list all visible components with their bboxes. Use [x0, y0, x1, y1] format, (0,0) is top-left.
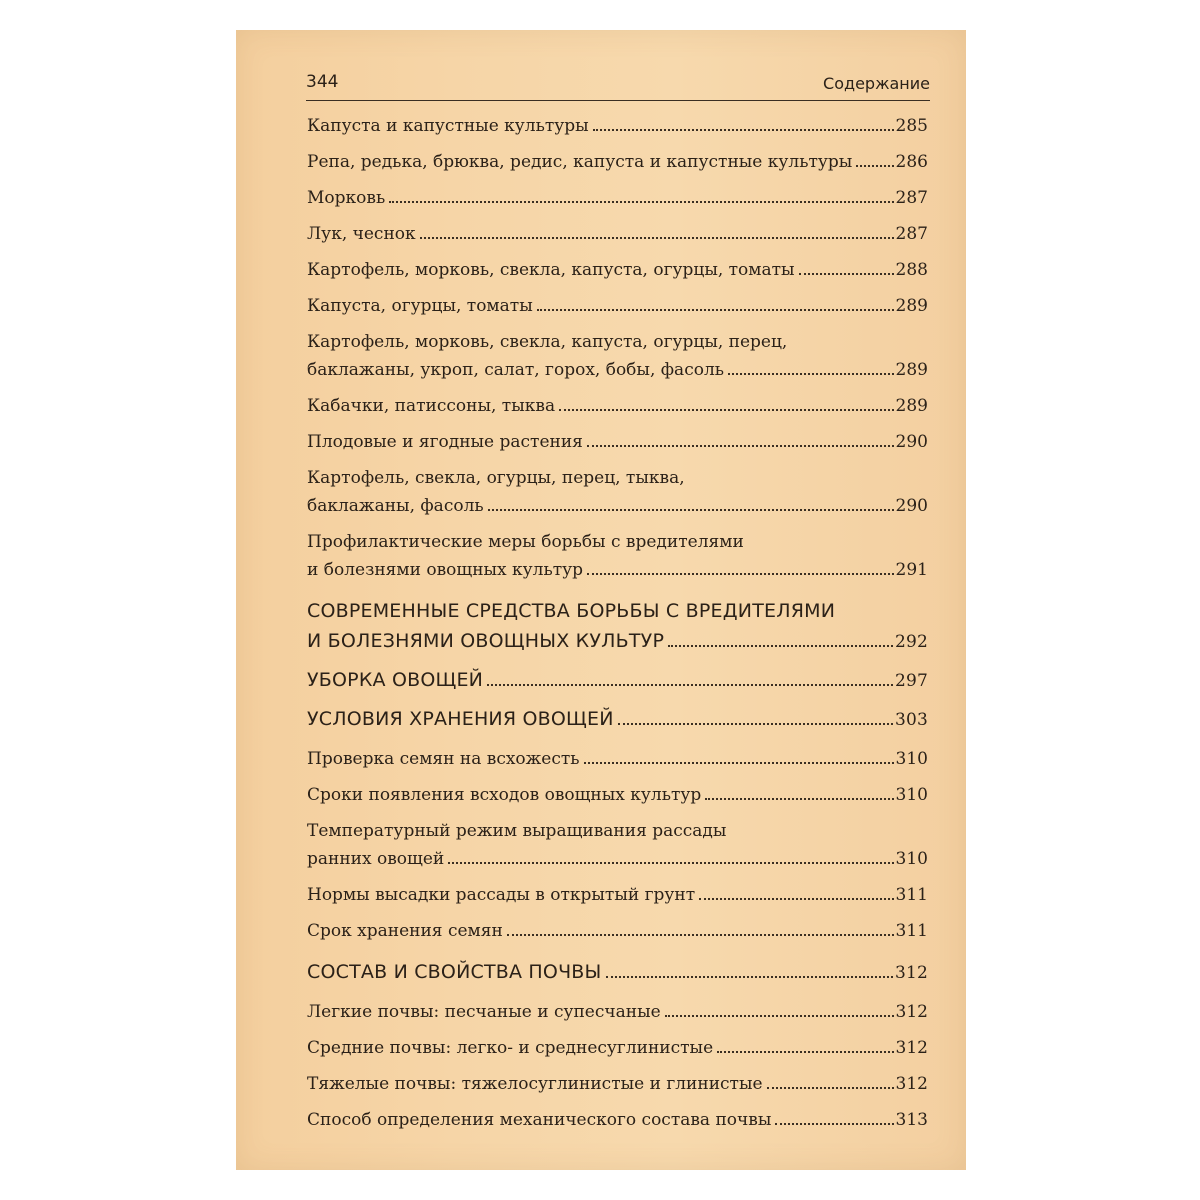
toc-entry: [307, 917, 928, 945]
toc-entry-page-number: 297: [894, 671, 928, 691]
toc-entry-last-line: [307, 957, 928, 988]
dot-leader: [705, 798, 893, 800]
toc-entry-title-line: Морковь: [307, 188, 386, 208]
toc-entry-title-line: и болезнями овощных культур: [307, 560, 584, 580]
toc-entry-page-number: 288: [895, 260, 928, 280]
toc-entry-title-line: Кабачки, патиссоны, тыква: [307, 396, 556, 416]
toc-entry-title-line: Лук, чеснок: [307, 224, 416, 244]
toc-entry-last-line: [307, 845, 928, 873]
dot-leader: [593, 129, 894, 131]
dot-leader: [775, 1123, 893, 1125]
toc-entry-last-line: [307, 917, 928, 945]
dot-leader: [587, 573, 894, 575]
toc-entry-title-line: СОСТАВ И СВОЙСТВА ПОЧВЫ: [307, 961, 602, 983]
toc-entry: [307, 1106, 928, 1134]
toc-entry-last-line: [307, 356, 928, 384]
toc-entry: [307, 464, 928, 520]
toc-entry-page-number: 287: [895, 188, 928, 208]
toc-entry-title-line: баклажаны, фасоль: [307, 496, 484, 516]
toc-section-entry: [307, 665, 928, 696]
toc-entry-page-number: 290: [895, 496, 928, 516]
toc-entry: [307, 112, 928, 140]
toc-entry-title-line: Профилактические меры борьбы с вредителями: [307, 532, 744, 552]
toc-entry: [307, 256, 928, 284]
toc-section-entry: [307, 704, 928, 735]
toc-entry-last-line: [307, 392, 928, 420]
dot-leader: [799, 273, 894, 275]
toc-entry: [307, 528, 928, 584]
toc-entry-last-line: [307, 704, 928, 735]
toc-entry-title-line: Тяжелые почвы: тяжелосуглинистые и глинистые: [307, 1074, 763, 1094]
toc-entry: [307, 817, 928, 873]
toc-entry-page-number: 285: [895, 116, 928, 136]
dot-leader: [699, 898, 893, 900]
toc-entry-page-number: 286: [895, 152, 928, 172]
toc-entry-page-number: 312: [895, 1002, 928, 1022]
dot-leader: [559, 409, 893, 411]
toc-entry-page-number: 291: [895, 560, 928, 580]
toc-entry-title-line: СОВРЕМЕННЫЕ СРЕДСТВА БОРЬБЫ С ВРЕДИТЕЛЯМИ: [307, 600, 836, 622]
toc-entry-page-number: 287: [895, 224, 928, 244]
dot-leader: [584, 762, 894, 764]
toc-entry-title-line: Температурный режим выращивания рассады: [307, 821, 727, 841]
table-of-contents: [307, 112, 928, 1142]
toc-entry-page-number: 303: [894, 710, 928, 730]
toc-entry-last-line: [307, 745, 928, 773]
toc-entry-last-line: [307, 626, 928, 657]
toc-entry-title-line: УСЛОВИЯ ХРАНЕНИЯ ОВОЩЕЙ: [307, 708, 614, 730]
dot-leader: [420, 237, 894, 239]
toc-entry-page-number: 289: [895, 296, 928, 316]
dot-leader: [665, 1015, 894, 1017]
toc-entry: [307, 292, 928, 320]
dot-leader: [767, 1087, 894, 1089]
toc-entry-last-line: [307, 428, 928, 456]
toc-entry: [307, 428, 928, 456]
dot-leader: [488, 509, 894, 511]
dot-leader: [856, 165, 893, 167]
page-header: [306, 70, 930, 101]
toc-entry-last-line: [307, 665, 928, 696]
toc-entry-page-number: 311: [895, 885, 928, 905]
toc-entry-title-line: И БОЛЕЗНЯМИ ОВОЩНЫХ КУЛЬТУР: [307, 630, 665, 652]
toc-entry: [307, 220, 928, 248]
toc-entry-page-number: 292: [894, 632, 928, 652]
toc-entry-title-line: Способ определения механического состава почвы: [307, 1110, 772, 1130]
toc-entry: [307, 745, 928, 773]
toc-entry-page-number: 310: [895, 749, 928, 769]
dot-leader: [507, 934, 894, 936]
toc-entry-last-line: [307, 256, 928, 284]
toc-section-entry: [307, 957, 928, 988]
toc-entry-title-line: Репа, редька, брюква, редис, капуста и капустные культуры: [307, 152, 853, 172]
toc-entry-last-line: [307, 492, 928, 520]
toc-entry: [307, 881, 928, 909]
dot-leader: [668, 645, 893, 647]
toc-entry-page-number: 289: [895, 396, 928, 416]
dot-leader: [728, 373, 894, 375]
toc-entry-title-line: Нормы высадки рассады в открытый грунт: [307, 885, 696, 905]
toc-entry-last-line: [307, 556, 928, 584]
toc-entry-title-line: Плодовые и ягодные растения: [307, 432, 583, 452]
toc-entry: [307, 781, 928, 809]
toc-entry-last-line: [307, 998, 928, 1026]
toc-entry: [307, 1070, 928, 1098]
toc-entry-title-line: ранних овощей: [307, 849, 445, 869]
toc-entry: [307, 328, 928, 384]
toc-entry-page-number: 289: [895, 360, 928, 380]
toc-section-entry: [307, 596, 928, 657]
dot-leader: [618, 723, 893, 725]
dot-leader: [448, 862, 893, 864]
toc-entry-title-line: Легкие почвы: песчаные и супесчаные: [307, 1002, 661, 1022]
dot-leader: [487, 684, 893, 686]
toc-entry-last-line: [307, 220, 928, 248]
toc-entry-last-line: [307, 292, 928, 320]
dot-leader: [587, 445, 894, 447]
toc-entry-page-number: 312: [895, 1074, 928, 1094]
toc-entry: [307, 184, 928, 212]
toc-entry-page-number: 313: [895, 1110, 928, 1130]
toc-entry-page-number: 311: [895, 921, 928, 941]
toc-entry-title-line: Проверка семян на всхожесть: [307, 749, 580, 769]
toc-entry-title-line: Картофель, морковь, свекла, капуста, огурцы, томаты: [307, 260, 795, 280]
toc-entry-last-line: [307, 148, 928, 176]
toc-entry-last-line: [307, 184, 928, 212]
toc-entry-page-number: 290: [895, 432, 928, 452]
toc-entry-title-line: Срок хранения семян: [307, 921, 503, 941]
toc-entry-page-number: 312: [895, 1038, 928, 1058]
toc-entry-title-line: Капуста и капустные культуры: [307, 116, 589, 136]
running-title: Содержание: [823, 74, 930, 93]
toc-entry-title-line: баклажаны, укроп, салат, горох, бобы, фасоль: [307, 360, 725, 380]
toc-entry-title-line: Картофель, морковь, свекла, капуста, огурцы, перец,: [307, 332, 788, 352]
toc-entry-page-number: 310: [895, 785, 928, 805]
toc-entry: [307, 148, 928, 176]
toc-entry-last-line: [307, 112, 928, 140]
toc-entry: [307, 1034, 928, 1062]
dot-leader: [389, 201, 893, 203]
toc-entry-last-line: [307, 881, 928, 909]
page-number: 344: [306, 72, 339, 92]
dot-leader: [606, 976, 893, 978]
book-page: [236, 30, 966, 1170]
toc-entry-last-line: [307, 1070, 928, 1098]
toc-entry: [307, 998, 928, 1026]
toc-entry-page-number: 310: [895, 849, 928, 869]
toc-entry-title-line: Капуста, огурцы, томаты: [307, 296, 533, 316]
toc-entry-title-line: Картофель, свекла, огурцы, перец, тыква,: [307, 468, 685, 488]
toc-entry-title-line: Средние почвы: легко- и среднесуглинистые: [307, 1038, 714, 1058]
toc-entry-title-line: УБОРКА ОВОЩЕЙ: [307, 669, 484, 691]
toc-entry: [307, 392, 928, 420]
toc-entry-last-line: [307, 1034, 928, 1062]
toc-entry-title-line: Сроки появления всходов овощных культур: [307, 785, 702, 805]
dot-leader: [717, 1051, 893, 1053]
dot-leader: [537, 309, 894, 311]
toc-entry-last-line: [307, 781, 928, 809]
toc-entry-last-line: [307, 1106, 928, 1134]
toc-entry-page-number: 312: [894, 963, 928, 983]
